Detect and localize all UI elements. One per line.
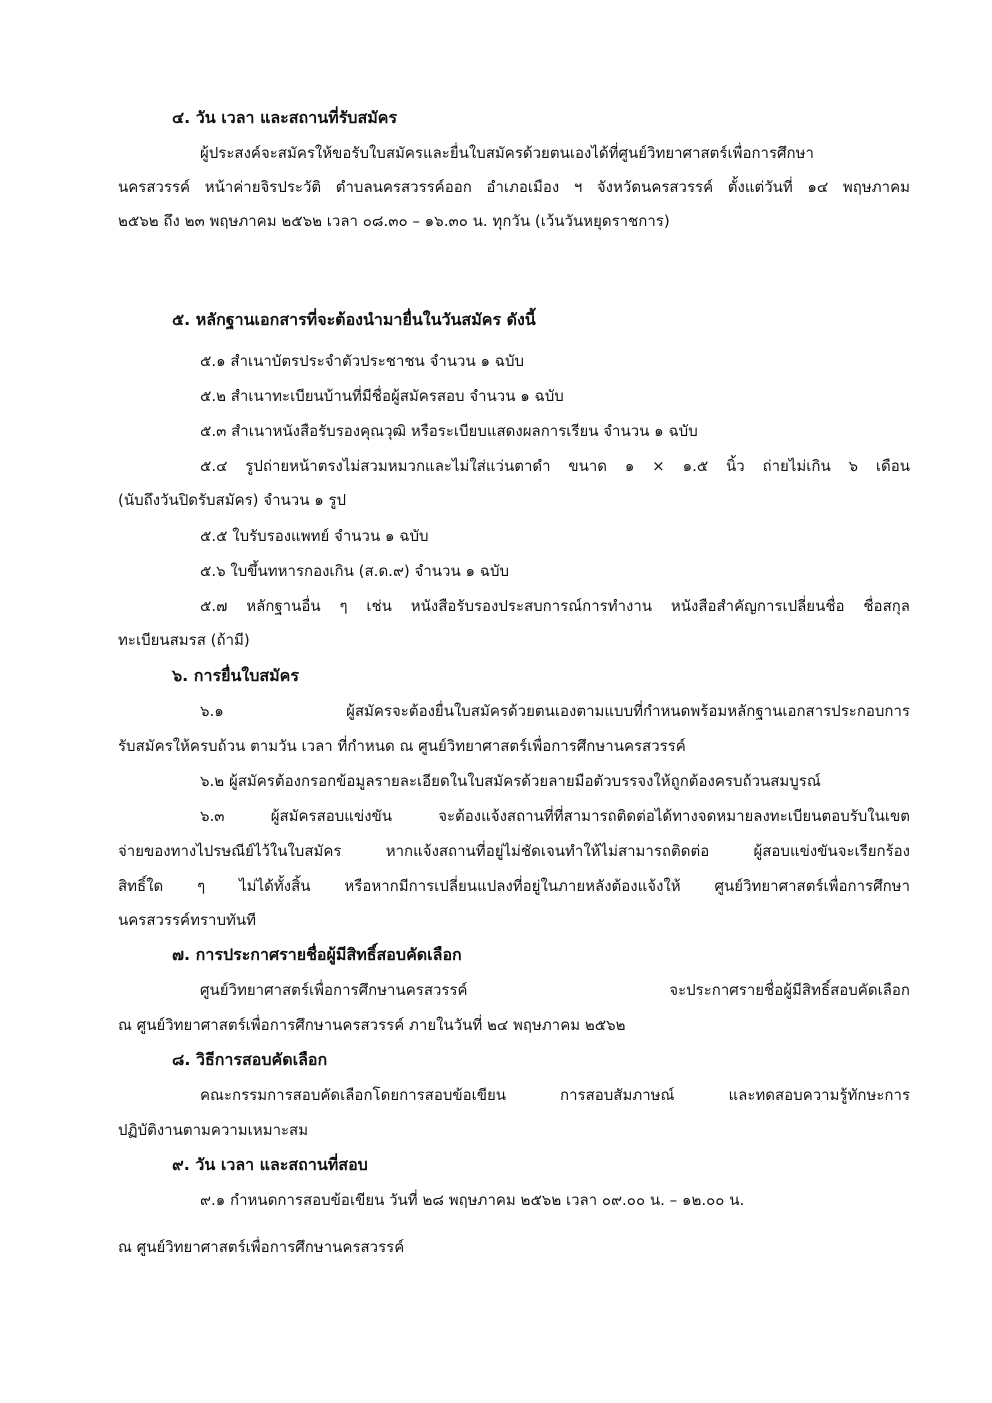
- paragraph-line: ทะเบียนสมรส (ถ้ามี): [118, 631, 250, 649]
- paragraph-line: ๖.๑ ผู้สมัครจะต้องยื่นใบสมัครด้วยตนเองตามแบบที่กำหนดพร้อมหลักฐานเอกสารประกอบการ: [200, 702, 910, 720]
- section-heading: ๘. วิธีการสอบคัดเลือก: [172, 1050, 328, 1069]
- paragraph-line: นครสวรรค์ หน้าค่ายจิรประวัติ ตำบลนครสวรรค์ออก อำเภอเมือง ฯ จังหวัดนครสวรรค์ ตั้งแต่วันที่ ๑๔ พฤษภาคม: [118, 178, 910, 196]
- paragraph-line: ศูนย์วิทยาศาสตร์เพื่อการศึกษานครสวรรค์ จะประกาศรายชื่อผู้มีสิทธิ์สอบคัดเลือก: [200, 981, 910, 999]
- paragraph-line: ๕.๕ ใบรับรองแพทย์ จำนวน ๑ ฉบับ: [200, 527, 429, 545]
- paragraph-line: ๕.๒ สำเนาทะเบียนบ้านที่มีชื่อผู้สมัครสอบ จำนวน ๑ ฉบับ: [200, 387, 564, 405]
- paragraph-line: จ่ายของทางไปรษณีย์ไว้ในใบสมัคร หากแจ้งสถานที่อยู่ไม่ชัดเจนทำให้ไม่สามารถติดต่อ ผู้สอบแข่งขันจะเรียกร้อง: [118, 842, 910, 860]
- paragraph-line: ณ ศูนย์วิทยาศาสตร์เพื่อการศึกษานครสวรรค์: [118, 1238, 405, 1256]
- paragraph-line: นครสวรรค์ทราบทันที: [118, 911, 256, 929]
- paragraph-line: (นับถึงวันปิดรับสมัคร) จำนวน ๑ รูป: [118, 491, 347, 509]
- paragraph-line: ๕.๗ หลักฐานอื่น ๆ เช่น หนังสือรับรองประสบการณ์การทำงาน หนังสือสำคัญการเปลี่ยนชื่อ ชื่อสกุล: [200, 597, 910, 615]
- section-heading: ๕. หลักฐานเอกสารที่จะต้องนำมายื่นในวันสมัคร ดังนี้: [172, 310, 536, 329]
- paragraph-line: รับสมัครให้ครบถ้วน ตามวัน เวลา ที่กำหนด ณ ศูนย์วิทยาศาสตร์เพื่อการศึกษานครสวรรค์: [118, 737, 686, 755]
- paragraph-line: ณ ศูนย์วิทยาศาสตร์เพื่อการศึกษานครสวรรค์ ภายในวันที่ ๒๔ พฤษภาคม ๒๕๖๒: [118, 1016, 626, 1034]
- paragraph-line: คณะกรรมการสอบคัดเลือกโดยการสอบข้อเขียน การสอบสัมภาษณ์ และทดสอบความรู้ทักษะการ: [200, 1086, 910, 1104]
- section-heading: ๙. วัน เวลา และสถานที่สอบ: [172, 1155, 368, 1174]
- paragraph-line: ๕.๖ ใบขึ้นทหารกองเกิน (ส.ด.๙) จำนวน ๑ ฉบับ: [200, 562, 510, 580]
- paragraph-line: ๕.๑ สำเนาบัตรประจำตัวประชาชน จำนวน ๑ ฉบับ: [200, 352, 525, 370]
- section-heading: ๖. การยื่นใบสมัคร: [172, 666, 299, 685]
- paragraph-line: ปฏิบัติงานตามความเหมาะสม: [118, 1121, 309, 1139]
- paragraph-line: ๒๕๖๒ ถึง ๒๓ พฤษภาคม ๒๕๖๒ เวลา ๐๘.๓๐ – ๑๖.๓๐ น. ทุกวัน (เว้นวันหยุดราชการ): [118, 212, 670, 230]
- section-heading: ๔. วัน เวลา และสถานที่รับสมัคร: [172, 108, 398, 127]
- paragraph-line: ๙.๑ กำหนดการสอบข้อเขียน วันที่ ๒๘ พฤษภาคม ๒๕๖๒ เวลา ๐๙.๐๐ น. – ๑๒.๐๐ น.: [200, 1191, 745, 1209]
- paragraph-line: ๕.๓ สำเนาหนังสือรับรองคุณวุฒิ หรือระเบียบแสดงผลการเรียน จำนวน ๑ ฉบับ: [200, 422, 698, 440]
- paragraph-line: ๕.๔ รูปถ่ายหน้าตรงไม่สวมหมวกและไม่ใส่แว่นตาดำ ขนาด ๑ × ๑.๕ นิ้ว ถ่ายไม่เกิน ๖ เดือน: [200, 457, 910, 475]
- paragraph-line: ผู้ประสงค์จะสมัครให้ขอรับใบสมัครและยื่นใบสมัครด้วยตนเองได้ที่ศูนย์วิทยาศาสตร์เพื่อการศึกษา: [200, 144, 814, 162]
- paragraph-line: ๖.๓ ผู้สมัครสอบแข่งขัน จะต้องแจ้งสถานที่ที่สามารถติดต่อได้ทางจดหมายลงทะเบียนตอบรับในเขต: [200, 807, 910, 825]
- paragraph-line: ๖.๒ ผู้สมัครต้องกรอกข้อมูลรายละเอียดในใบสมัครด้วยลายมือตัวบรรจงให้ถูกต้องครบถ้วนสมบูรณ์: [200, 772, 821, 790]
- paragraph-line: สิทธิ์ใด ๆ ไม่ได้ทั้งสิ้น หรือหากมีการเปลี่ยนแปลงที่อยู่ในภายหลังต้องแจ้งให้ ศูนย์วิทยาศาสตร์เพื่อการศึกษา: [118, 877, 910, 895]
- section-heading: ๗. การประกาศรายชื่อผู้มีสิทธิ์สอบคัดเลือก: [172, 945, 462, 964]
